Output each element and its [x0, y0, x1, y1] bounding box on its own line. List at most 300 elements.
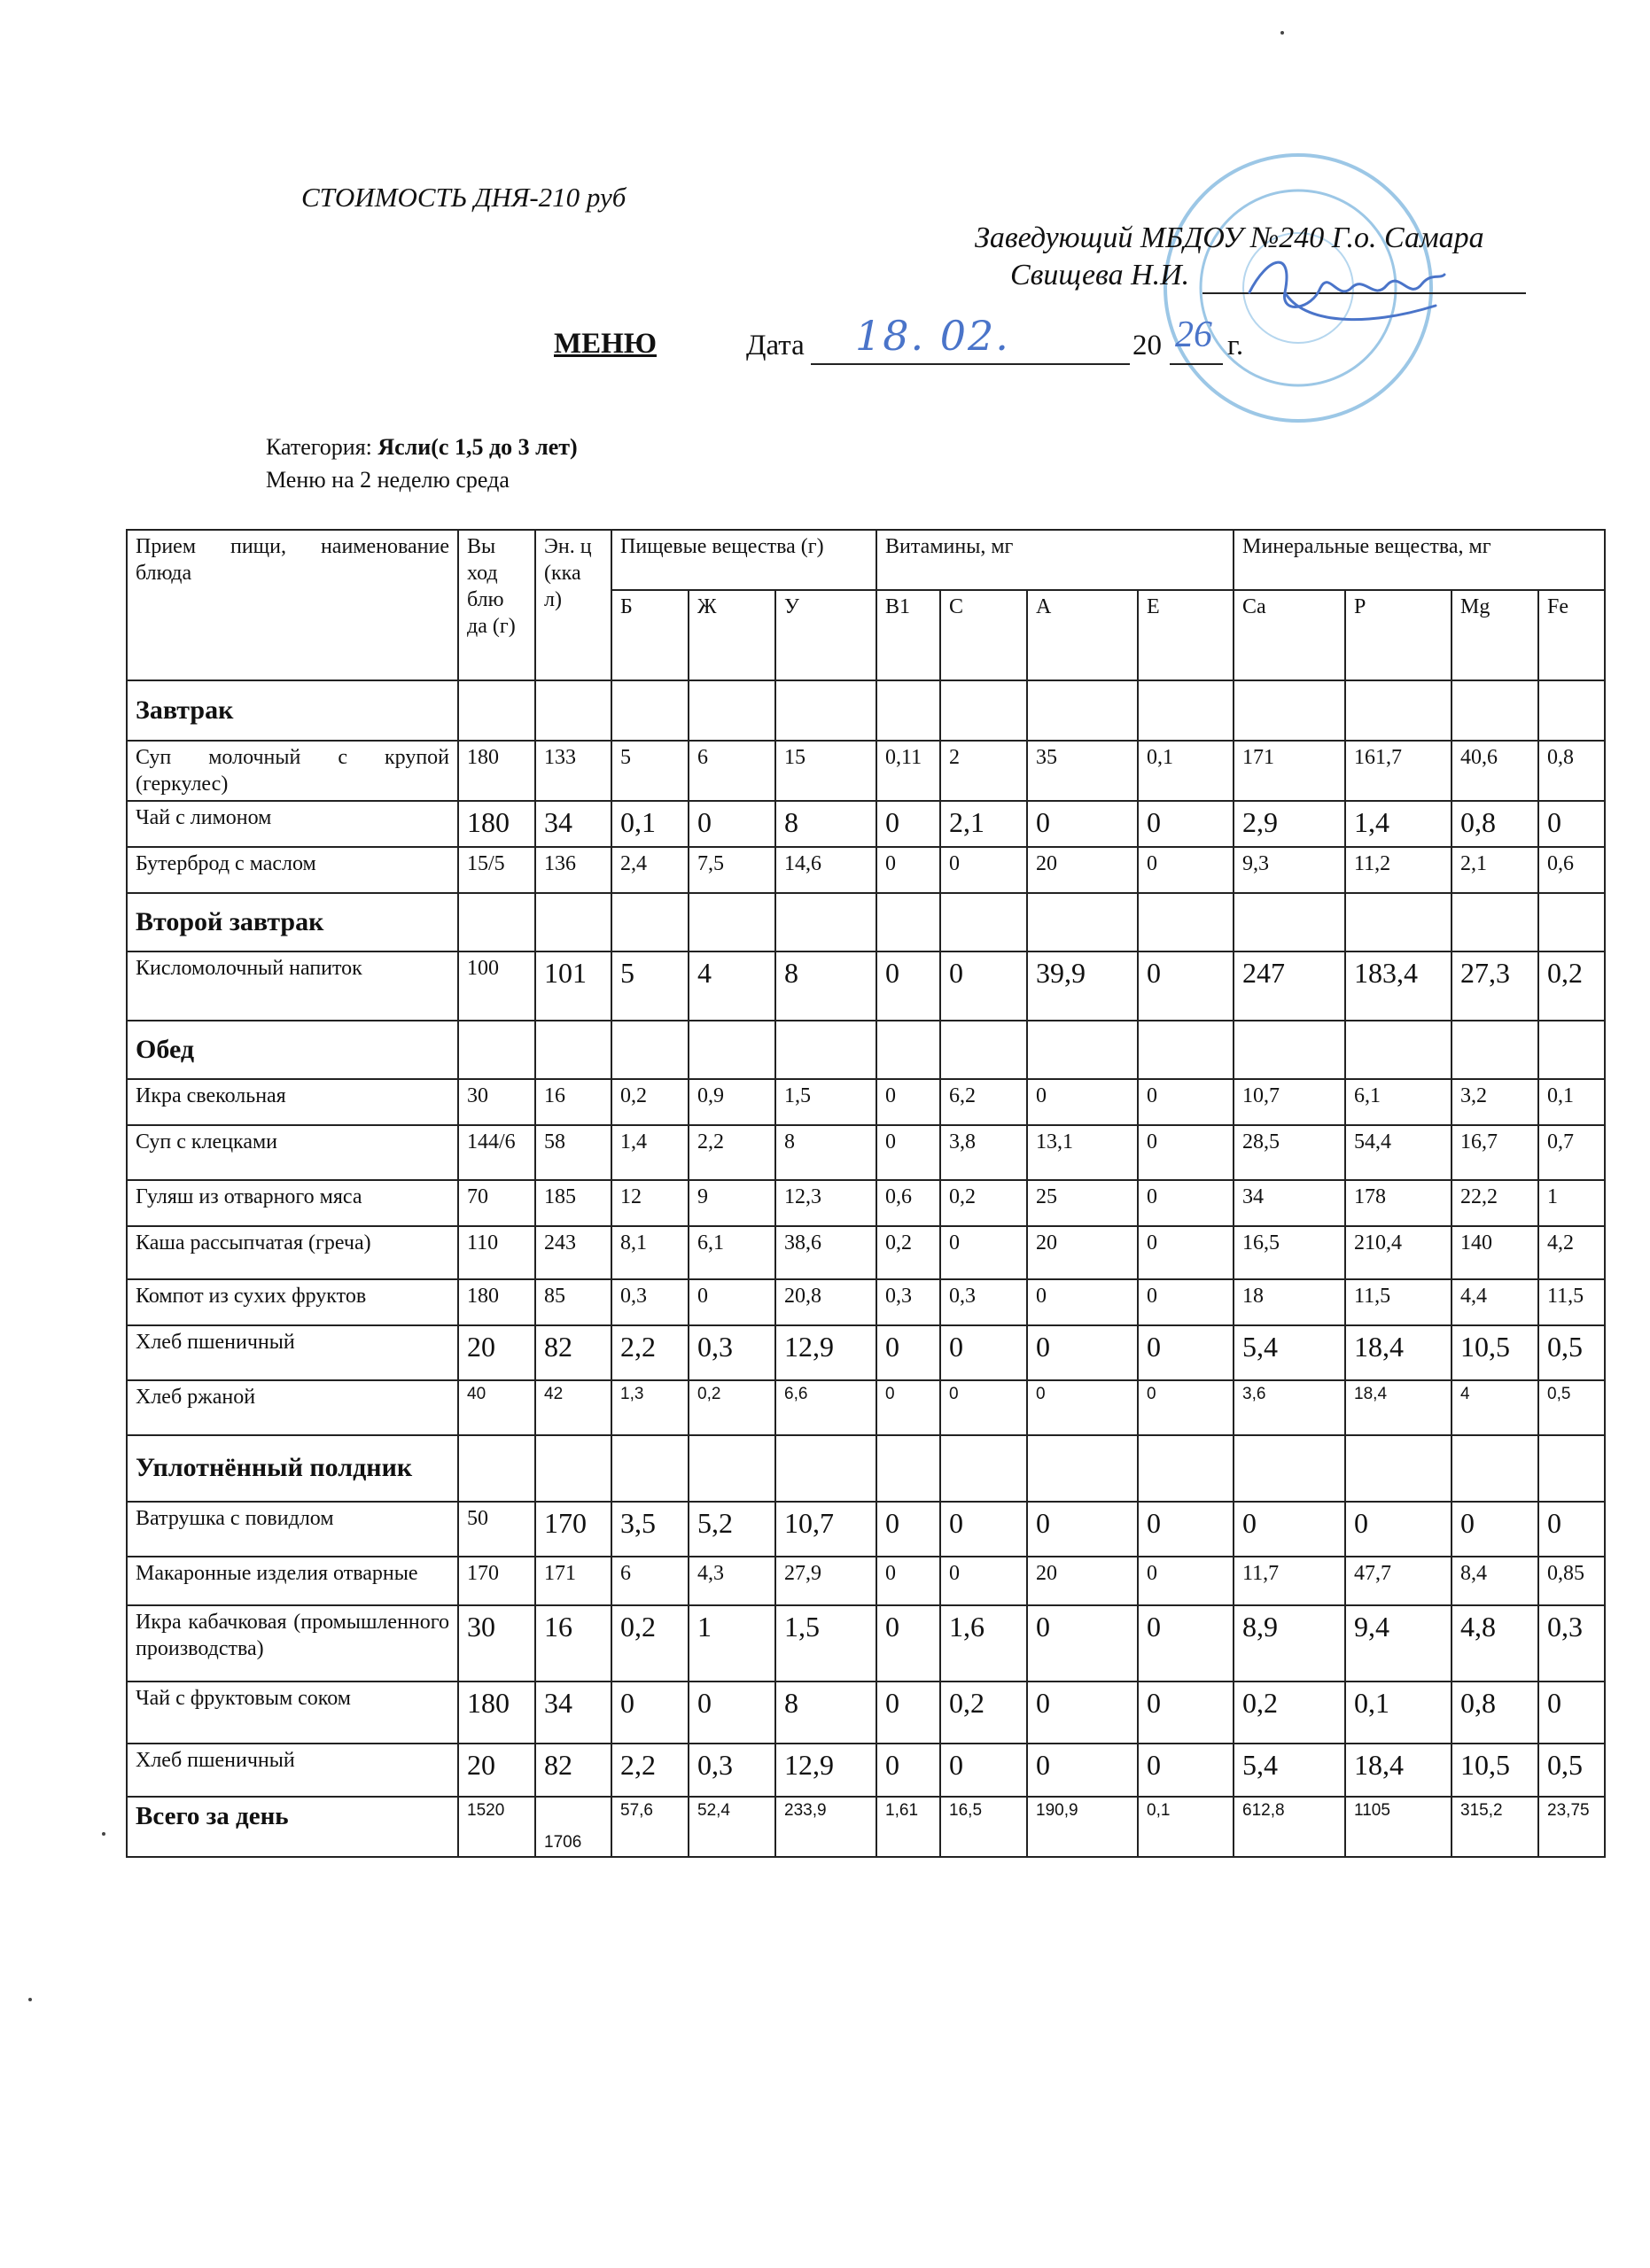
value-cell: 185 — [535, 1180, 611, 1226]
value-cell: 0 — [1027, 1079, 1138, 1125]
value-cell: 0 — [876, 1605, 940, 1682]
value-cell: 0,5 — [1538, 1325, 1605, 1380]
menu-title: МЕНЮ — [554, 328, 657, 360]
empty-cell — [1452, 1021, 1538, 1079]
value-cell: 20 — [458, 1744, 535, 1797]
value-cell: 0 — [689, 1682, 775, 1744]
dish-name: Чай с фруктовым соком — [127, 1682, 458, 1744]
week-line: Меню на 2 неделю среда — [266, 467, 510, 493]
value-cell: 82 — [535, 1744, 611, 1797]
value-cell: 0 — [940, 1744, 1027, 1797]
empty-cell — [689, 1021, 775, 1079]
value-cell: 0 — [876, 1682, 940, 1744]
dish-name: Хлеб ржаной — [127, 1380, 458, 1435]
year-line — [1170, 363, 1223, 365]
value-cell: 0,6 — [1538, 847, 1605, 893]
value-cell: 1,6 — [940, 1605, 1027, 1682]
value-cell: 54,4 — [1345, 1125, 1452, 1180]
value-cell: 178 — [1345, 1180, 1452, 1226]
value-cell: 0 — [940, 847, 1027, 893]
value-cell: 0 — [1138, 1079, 1234, 1125]
value-cell: 180 — [458, 741, 535, 801]
total-cell: 190,9 — [1027, 1797, 1138, 1857]
value-cell: 18,4 — [1345, 1380, 1452, 1435]
value-cell: 2 — [940, 741, 1027, 801]
value-cell: 1,4 — [611, 1125, 689, 1180]
value-cell: 12,3 — [775, 1180, 876, 1226]
value-cell: 1,5 — [775, 1079, 876, 1125]
header-dish: Прием пищи, наименование блюда — [127, 530, 458, 680]
dish-name: Хлеб пшеничный — [127, 1744, 458, 1797]
value-cell: 6 — [689, 741, 775, 801]
value-cell: 5,4 — [1234, 1325, 1345, 1380]
value-cell: 25 — [1027, 1180, 1138, 1226]
value-cell: 210,4 — [1345, 1226, 1452, 1279]
value-cell: 0 — [1138, 1502, 1234, 1557]
value-cell: 8 — [775, 1125, 876, 1180]
dish-name: Суп молочный с крупой (геркулес) — [127, 741, 458, 801]
value-cell: 100 — [458, 951, 535, 1021]
value-cell: 10,7 — [775, 1502, 876, 1557]
value-cell: 144/6 — [458, 1125, 535, 1180]
empty-cell — [1138, 1435, 1234, 1502]
dish-row — [127, 1605, 1605, 1682]
empty-cell — [1138, 1021, 1234, 1079]
value-cell: 0 — [876, 1502, 940, 1557]
dish-name: Гуляш из отварного мяса — [127, 1180, 458, 1226]
value-cell: 180 — [458, 1279, 535, 1325]
value-cell: 0,1 — [1345, 1682, 1452, 1744]
value-cell: 6,1 — [689, 1226, 775, 1279]
date-handwritten: 18. 02. — [855, 312, 1010, 360]
empty-cell — [1345, 893, 1452, 951]
value-cell: 20 — [458, 1325, 535, 1380]
value-cell: 0,3 — [1538, 1605, 1605, 1682]
value-cell: 0 — [1234, 1502, 1345, 1557]
dish-row — [127, 1380, 1605, 1435]
value-cell: 10,7 — [1234, 1079, 1345, 1125]
empty-cell — [458, 1021, 535, 1079]
empty-cell — [611, 1435, 689, 1502]
value-cell: 0,9 — [689, 1079, 775, 1125]
value-cell: 0 — [876, 951, 940, 1021]
value-cell: 0,3 — [689, 1744, 775, 1797]
empty-cell — [1345, 680, 1452, 741]
value-cell: 13,1 — [1027, 1125, 1138, 1180]
value-cell: 3,5 — [611, 1502, 689, 1557]
section-row — [127, 893, 1605, 951]
value-cell: 11,2 — [1345, 847, 1452, 893]
year-prefix: 20 — [1132, 330, 1162, 361]
empty-cell — [535, 1021, 611, 1079]
empty-cell — [1234, 1435, 1345, 1502]
value-cell: 0,3 — [940, 1279, 1027, 1325]
speck — [102, 1832, 105, 1836]
section-title: Уплотнённый полдник — [127, 1435, 458, 1502]
subheader-cell: Fe — [1538, 590, 1605, 680]
dish-name: Икра кабачковая (промышленного производства) — [127, 1605, 458, 1682]
empty-cell — [940, 680, 1027, 741]
dish-name: Компот из сухих фруктов — [127, 1279, 458, 1325]
total-cell: 315,2 — [1452, 1797, 1538, 1857]
value-cell: 7,5 — [689, 847, 775, 893]
value-cell: 0 — [876, 1380, 940, 1435]
section-title: Завтрак — [127, 680, 458, 741]
empty-cell — [1345, 1435, 1452, 1502]
subheader-cell: Mg — [1452, 590, 1538, 680]
subheader-cell: P — [1345, 590, 1452, 680]
category-label: Категория: — [266, 434, 378, 460]
section-row — [127, 1435, 1605, 1502]
value-cell: 247 — [1234, 951, 1345, 1021]
value-cell: 34 — [535, 1682, 611, 1744]
value-cell: 0,2 — [611, 1605, 689, 1682]
total-cell: 0,1 — [1138, 1797, 1234, 1857]
dish-name: Каша рассыпчатая (греча) — [127, 1226, 458, 1279]
empty-cell — [876, 1435, 940, 1502]
value-cell: 0 — [876, 847, 940, 893]
value-cell: 42 — [535, 1380, 611, 1435]
value-cell: 0 — [876, 1125, 940, 1180]
dish-name: Суп с клецками — [127, 1125, 458, 1180]
subheader-cell: B1 — [876, 590, 940, 680]
dish-row — [127, 1682, 1605, 1744]
section-row — [127, 1021, 1605, 1079]
value-cell: 30 — [458, 1079, 535, 1125]
value-cell: 180 — [458, 1682, 535, 1744]
value-cell: 161,7 — [1345, 741, 1452, 801]
value-cell: 0 — [689, 801, 775, 847]
value-cell: 0,1 — [1538, 1079, 1605, 1125]
empty-cell — [1027, 1435, 1138, 1502]
empty-cell — [1138, 680, 1234, 741]
value-cell: 6,6 — [775, 1380, 876, 1435]
value-cell: 16,7 — [1452, 1125, 1538, 1180]
value-cell: 140 — [1452, 1226, 1538, 1279]
dish-row — [127, 1502, 1605, 1557]
value-cell: 0 — [1138, 801, 1234, 847]
value-cell: 1,5 — [775, 1605, 876, 1682]
value-cell: 0 — [1138, 1744, 1234, 1797]
value-cell: 170 — [535, 1502, 611, 1557]
empty-cell — [1538, 893, 1605, 951]
value-cell: 3,6 — [1234, 1380, 1345, 1435]
category-value: Ясли(с 1,5 до 3 лет) — [377, 434, 578, 460]
value-cell: 0,3 — [876, 1279, 940, 1325]
empty-cell — [876, 1021, 940, 1079]
subheader-cell: A — [1027, 590, 1138, 680]
dish-name: Хлеб пшеничный — [127, 1325, 458, 1380]
value-cell: 6,2 — [940, 1079, 1027, 1125]
header-vitamins: Витамины, мг — [876, 530, 1234, 590]
value-cell: 2,4 — [611, 847, 689, 893]
value-cell: 1,4 — [1345, 801, 1452, 847]
total-cell: 1520 — [458, 1797, 535, 1857]
empty-cell — [1234, 680, 1345, 741]
dish-row — [127, 801, 1605, 847]
dish-row — [127, 1279, 1605, 1325]
value-cell: 8 — [775, 951, 876, 1021]
empty-cell — [611, 680, 689, 741]
value-cell: 0 — [689, 1279, 775, 1325]
value-cell: 133 — [535, 741, 611, 801]
category-line — [266, 434, 578, 461]
value-cell: 6 — [611, 1557, 689, 1605]
empty-cell — [940, 1021, 1027, 1079]
subheader-cell: E — [1138, 590, 1234, 680]
empty-cell — [689, 1435, 775, 1502]
value-cell: 0,1 — [611, 801, 689, 847]
value-cell: 4,2 — [1538, 1226, 1605, 1279]
value-cell: 0,1 — [1138, 741, 1234, 801]
value-cell: 0 — [876, 1557, 940, 1605]
value-cell: 12,9 — [775, 1325, 876, 1380]
value-cell: 0,2 — [611, 1079, 689, 1125]
subheader-cell: C — [940, 590, 1027, 680]
empty-cell — [1027, 893, 1138, 951]
value-cell: 50 — [458, 1502, 535, 1557]
value-cell: 0,85 — [1538, 1557, 1605, 1605]
value-cell: 4 — [689, 951, 775, 1021]
value-cell: 243 — [535, 1226, 611, 1279]
subheader-cell: Ca — [1234, 590, 1345, 680]
value-cell: 38,6 — [775, 1226, 876, 1279]
value-cell: 171 — [1234, 741, 1345, 801]
value-cell: 18,4 — [1345, 1325, 1452, 1380]
value-cell: 20,8 — [775, 1279, 876, 1325]
value-cell: 2,1 — [940, 801, 1027, 847]
dish-name: Макаронные изделия отварные — [127, 1557, 458, 1605]
subheader-cell: У — [775, 590, 876, 680]
value-cell: 0 — [940, 1226, 1027, 1279]
value-cell: 0 — [1027, 801, 1138, 847]
value-cell: 2,2 — [611, 1325, 689, 1380]
value-cell: 0 — [1138, 1380, 1234, 1435]
value-cell: 16,5 — [1234, 1226, 1345, 1279]
value-cell: 0 — [940, 1380, 1027, 1435]
value-cell: 0 — [1538, 1682, 1605, 1744]
dish-row — [127, 1180, 1605, 1226]
total-cell: 612,8 — [1234, 1797, 1345, 1857]
handwritten-signature — [1232, 239, 1462, 337]
value-cell: 0,2 — [689, 1380, 775, 1435]
value-cell: 0 — [940, 951, 1027, 1021]
dish-row — [127, 847, 1605, 893]
speck — [1280, 31, 1284, 35]
value-cell: 6,1 — [1345, 1079, 1452, 1125]
value-cell: 0 — [1027, 1605, 1138, 1682]
director-line-2: Свищева Н.И. — [1010, 259, 1190, 291]
value-cell: 0 — [1138, 1557, 1234, 1605]
empty-cell — [1452, 893, 1538, 951]
value-cell: 2,1 — [1452, 847, 1538, 893]
value-cell: 5,4 — [1234, 1744, 1345, 1797]
dish-row — [127, 1557, 1605, 1605]
value-cell: 12,9 — [775, 1744, 876, 1797]
value-cell: 8 — [775, 801, 876, 847]
value-cell: 0 — [940, 1325, 1027, 1380]
empty-cell — [1538, 1435, 1605, 1502]
value-cell: 0 — [611, 1682, 689, 1744]
value-cell: 171 — [535, 1557, 611, 1605]
value-cell: 34 — [1234, 1180, 1345, 1226]
empty-cell — [1027, 680, 1138, 741]
value-cell: 0,2 — [1538, 951, 1605, 1021]
total-cell: 1706 — [535, 1797, 611, 1857]
value-cell: 58 — [535, 1125, 611, 1180]
empty-cell — [535, 680, 611, 741]
value-cell: 20 — [1027, 1557, 1138, 1605]
value-cell: 0 — [1138, 1279, 1234, 1325]
empty-cell — [1234, 893, 1345, 951]
value-cell: 47,7 — [1345, 1557, 1452, 1605]
value-cell: 22,2 — [1452, 1180, 1538, 1226]
value-cell: 11,5 — [1538, 1279, 1605, 1325]
empty-cell — [876, 680, 940, 741]
value-cell: 0 — [876, 1079, 940, 1125]
value-cell: 0,11 — [876, 741, 940, 801]
value-cell: 18 — [1234, 1279, 1345, 1325]
subheader-cell: Б — [611, 590, 689, 680]
value-cell: 8,4 — [1452, 1557, 1538, 1605]
value-cell: 4,3 — [689, 1557, 775, 1605]
section-title: Второй завтрак — [127, 893, 458, 951]
value-cell: 27,9 — [775, 1557, 876, 1605]
empty-cell — [458, 1435, 535, 1502]
empty-cell — [775, 893, 876, 951]
dish-name: Икра свекольная — [127, 1079, 458, 1125]
total-cell: 16,5 — [940, 1797, 1027, 1857]
speck — [28, 1998, 32, 2001]
value-cell: 9 — [689, 1180, 775, 1226]
empty-cell — [775, 680, 876, 741]
section-title: Обед — [127, 1021, 458, 1079]
value-cell: 0 — [1345, 1502, 1452, 1557]
empty-cell — [1538, 1021, 1605, 1079]
value-cell: 1 — [1538, 1180, 1605, 1226]
year-suffix: г. — [1227, 330, 1244, 361]
value-cell: 28,5 — [1234, 1125, 1345, 1180]
empty-cell — [1452, 1435, 1538, 1502]
value-cell: 12 — [611, 1180, 689, 1226]
value-cell: 0 — [1538, 801, 1605, 847]
header-minerals: Минеральные вещества, мг — [1234, 530, 1605, 590]
value-cell: 0,6 — [876, 1180, 940, 1226]
value-cell: 8,1 — [611, 1226, 689, 1279]
value-cell: 35 — [1027, 741, 1138, 801]
empty-cell — [876, 893, 940, 951]
value-cell: 40,6 — [1452, 741, 1538, 801]
director-line-1: Заведующий МБДОУ №240 Г.о. Самара — [975, 221, 1484, 254]
empty-cell — [458, 893, 535, 951]
dish-name: Бутерброд с маслом — [127, 847, 458, 893]
date-line — [811, 363, 1130, 365]
header-row — [127, 530, 1605, 590]
menu-table — [126, 529, 1606, 1858]
value-cell: 0 — [1538, 1502, 1605, 1557]
total-cell: 1,61 — [876, 1797, 940, 1857]
value-cell: 39,9 — [1027, 951, 1138, 1021]
dish-row — [127, 1325, 1605, 1380]
value-cell: 15 — [775, 741, 876, 801]
empty-cell — [611, 1021, 689, 1079]
value-cell: 0,2 — [876, 1226, 940, 1279]
dish-row — [127, 951, 1605, 1021]
total-row — [127, 1797, 1605, 1857]
value-cell: 0,2 — [1234, 1682, 1345, 1744]
date-label: Дата — [746, 330, 805, 361]
value-cell: 18,4 — [1345, 1744, 1452, 1797]
value-cell: 0 — [1027, 1744, 1138, 1797]
value-cell: 30 — [458, 1605, 535, 1682]
value-cell: 0,7 — [1538, 1125, 1605, 1180]
value-cell: 0,5 — [1538, 1380, 1605, 1435]
value-cell: 70 — [458, 1180, 535, 1226]
value-cell: 11,5 — [1345, 1279, 1452, 1325]
value-cell: 0 — [1138, 951, 1234, 1021]
value-cell: 0 — [1027, 1682, 1138, 1744]
value-cell: 20 — [1027, 847, 1138, 893]
value-cell: 0 — [1452, 1502, 1538, 1557]
value-cell: 27,3 — [1452, 951, 1538, 1021]
value-cell: 0,5 — [1538, 1744, 1605, 1797]
empty-cell — [1138, 893, 1234, 951]
empty-cell — [458, 680, 535, 741]
value-cell: 0,8 — [1538, 741, 1605, 801]
empty-cell — [1452, 680, 1538, 741]
value-cell: 11,7 — [1234, 1557, 1345, 1605]
value-cell: 14,6 — [775, 847, 876, 893]
value-cell: 2,9 — [1234, 801, 1345, 847]
value-cell: 4 — [1452, 1380, 1538, 1435]
value-cell: 0 — [1138, 1180, 1234, 1226]
value-cell: 0 — [1027, 1279, 1138, 1325]
value-cell: 0 — [1138, 1682, 1234, 1744]
value-cell: 0,3 — [611, 1279, 689, 1325]
dish-name: Кисломолочный напиток — [127, 951, 458, 1021]
value-cell: 101 — [535, 951, 611, 1021]
empty-cell — [689, 893, 775, 951]
value-cell: 5 — [611, 741, 689, 801]
total-cell: 1105 — [1345, 1797, 1452, 1857]
value-cell: 34 — [535, 801, 611, 847]
value-cell: 0 — [1138, 1125, 1234, 1180]
value-cell: 4,4 — [1452, 1279, 1538, 1325]
value-cell: 0,2 — [940, 1180, 1027, 1226]
value-cell: 16 — [535, 1079, 611, 1125]
dish-row — [127, 1226, 1605, 1279]
value-cell: 8 — [775, 1682, 876, 1744]
dish-row — [127, 1125, 1605, 1180]
empty-cell — [775, 1021, 876, 1079]
value-cell: 0 — [940, 1502, 1027, 1557]
header-yield: Вы ход блю да (г) — [458, 530, 535, 680]
value-cell: 0,3 — [689, 1325, 775, 1380]
dish-name: Ватрушка с повидлом — [127, 1502, 458, 1557]
value-cell: 0 — [1027, 1325, 1138, 1380]
value-cell: 20 — [1027, 1226, 1138, 1279]
total-title: Всего за день — [127, 1797, 458, 1857]
empty-cell — [1027, 1021, 1138, 1079]
value-cell: 0 — [1138, 1226, 1234, 1279]
value-cell: 1 — [689, 1605, 775, 1682]
empty-cell — [940, 1435, 1027, 1502]
value-cell: 0 — [1138, 1325, 1234, 1380]
subheader-cell: Ж — [689, 590, 775, 680]
dish-row — [127, 1079, 1605, 1125]
section-row — [127, 680, 1605, 741]
value-cell: 0 — [1138, 847, 1234, 893]
